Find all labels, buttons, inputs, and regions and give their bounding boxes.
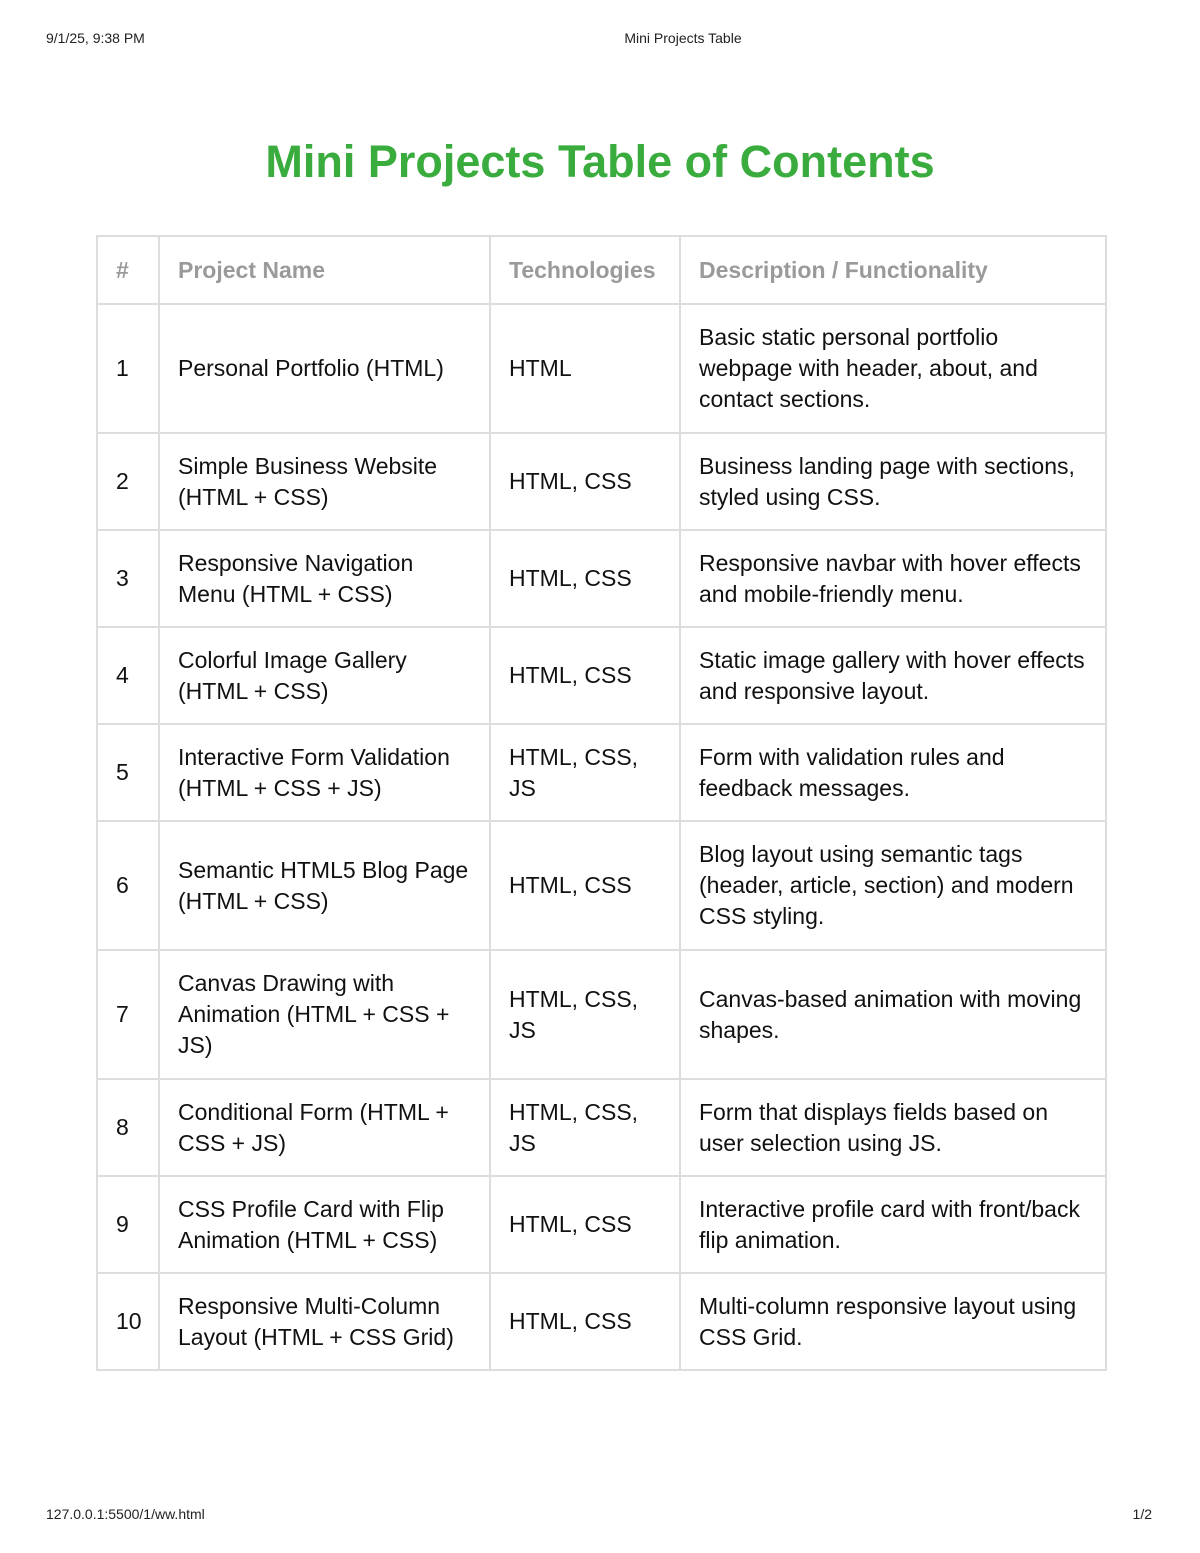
projects-table [96, 235, 1107, 1371]
row-description: Canvas-based animation with moving shapes. [680, 950, 1106, 1079]
print-datetime: 9/1/25, 9:38 PM [46, 30, 145, 46]
row-project-name: CSS Profile Card with Flip Animation (HTML + CSS) [159, 1176, 490, 1273]
row-number: 3 [97, 530, 159, 627]
header-technologies: Technologies [490, 236, 680, 304]
row-technologies: HTML, CSS [490, 1273, 680, 1370]
row-project-name: Conditional Form (HTML + CSS + JS) [159, 1079, 490, 1176]
table-row [97, 304, 1106, 433]
table-row [97, 1176, 1106, 1273]
row-project-name: Responsive Navigation Menu (HTML + CSS) [159, 530, 490, 627]
page-title: Mini Projects Table of Contents [265, 136, 935, 187]
row-number: 10 [97, 1273, 159, 1370]
header-number: # [97, 236, 159, 304]
row-description: Interactive profile card with front/back flip animation. [680, 1176, 1106, 1273]
row-project-name: Colorful Image Gallery (HTML + CSS) [159, 627, 490, 724]
print-url: 127.0.0.1:5500/1/ww.html [46, 1506, 205, 1522]
row-number: 6 [97, 821, 159, 950]
row-description: Responsive navbar with hover effects and mobile-friendly menu. [680, 530, 1106, 627]
row-technologies: HTML, CSS [490, 530, 680, 627]
row-number: 9 [97, 1176, 159, 1273]
table-header-row [97, 236, 1106, 304]
print-page-number: 1/2 [1132, 1506, 1152, 1522]
header-description: Description / Functionality [680, 236, 1106, 304]
row-number: 8 [97, 1079, 159, 1176]
row-number: 7 [97, 950, 159, 1079]
row-description: Form that displays fields based on user selection using JS. [680, 1079, 1106, 1176]
row-technologies: HTML [490, 304, 680, 433]
row-description: Static image gallery with hover effects and responsive layout. [680, 627, 1106, 724]
print-doc-title: Mini Projects Table [624, 30, 742, 46]
row-number: 1 [97, 304, 159, 433]
row-project-name: Interactive Form Validation (HTML + CSS + JS) [159, 724, 490, 821]
table-row [97, 1079, 1106, 1176]
row-technologies: HTML, CSS [490, 821, 680, 950]
print-footer [0, 1506, 1200, 1526]
table-row [97, 821, 1106, 950]
row-project-name: Semantic HTML5 Blog Page (HTML + CSS) [159, 821, 490, 950]
row-technologies: HTML, CSS [490, 1176, 680, 1273]
row-project-name: Canvas Drawing with Animation (HTML + CSS + JS) [159, 950, 490, 1079]
row-description: Business landing page with sections, styled using CSS. [680, 433, 1106, 530]
table-row [97, 530, 1106, 627]
row-number: 4 [97, 627, 159, 724]
row-description: Blog layout using semantic tags (header, article, section) and modern CSS styling. [680, 821, 1106, 950]
table-row [97, 627, 1106, 724]
row-number: 2 [97, 433, 159, 530]
row-technologies: HTML, CSS, JS [490, 950, 680, 1079]
table-row [97, 724, 1106, 821]
row-technologies: HTML, CSS [490, 627, 680, 724]
row-technologies: HTML, CSS, JS [490, 724, 680, 821]
row-project-name: Responsive Multi-Column Layout (HTML + CSS Grid) [159, 1273, 490, 1370]
row-project-name: Simple Business Website (HTML + CSS) [159, 433, 490, 530]
row-description: Form with validation rules and feedback messages. [680, 724, 1106, 821]
table-row [97, 950, 1106, 1079]
row-description: Multi-column responsive layout using CSS Grid. [680, 1273, 1106, 1370]
print-header [0, 30, 1200, 50]
header-project-name: Project Name [159, 236, 490, 304]
row-number: 5 [97, 724, 159, 821]
table-row [97, 1273, 1106, 1370]
table-row [97, 433, 1106, 530]
row-technologies: HTML, CSS, JS [490, 1079, 680, 1176]
row-project-name: Personal Portfolio (HTML) [159, 304, 490, 433]
row-technologies: HTML, CSS [490, 433, 680, 530]
row-description: Basic static personal portfolio webpage with header, about, and contact sections. [680, 304, 1106, 433]
